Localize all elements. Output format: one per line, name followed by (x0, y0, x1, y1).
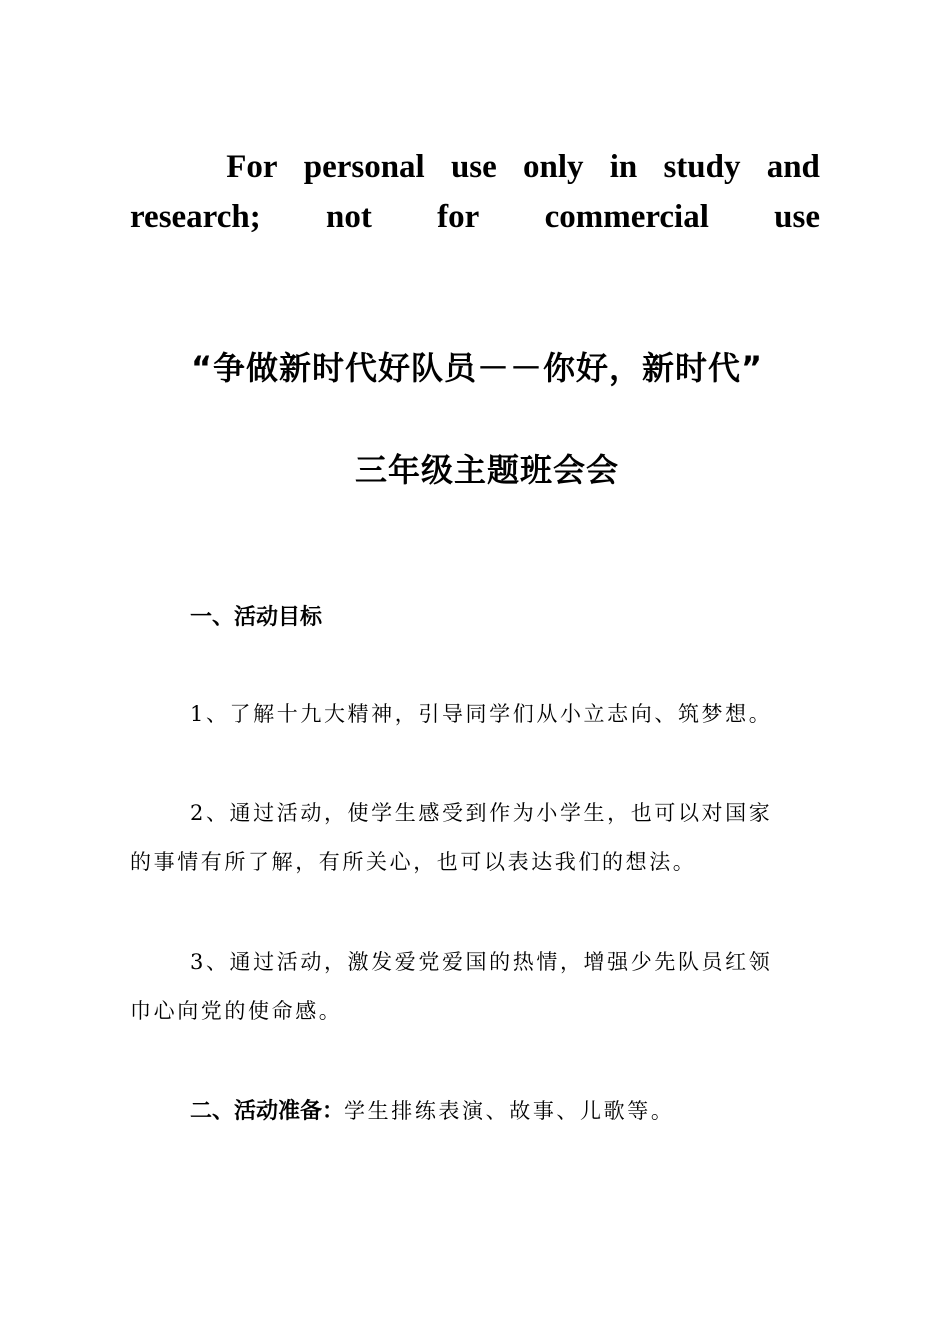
paragraph-line: 1、了解十九大精神，引导同学们从小立志向、筑梦想。 (190, 702, 773, 726)
disclaimer-word: in (609, 149, 638, 185)
goal-item-1 (130, 690, 820, 739)
disclaimer-word: use (774, 199, 820, 235)
disclaimer-word: personal (303, 149, 425, 185)
section-heading-preparation: 二、活动准备： (190, 1099, 345, 1124)
goal-item-2 (130, 789, 820, 887)
disclaimer-line-1 (130, 142, 820, 192)
paragraph-line (130, 1087, 820, 1136)
disclaimer-line-2 (130, 192, 820, 242)
goal-item-3 (130, 938, 820, 1036)
disclaimer-word: use (450, 149, 497, 185)
disclaimer-word: research; (130, 199, 261, 235)
section-heading-goals: 一、活动目标 (190, 605, 323, 630)
disclaimer-word: and (766, 149, 820, 185)
paragraph-line: 2、通过活动，使学生感受到作为小学生，也可以对国家 (190, 801, 773, 825)
disclaimer-word: for (437, 199, 480, 235)
disclaimer-word: commercial (544, 199, 709, 235)
document-title: “争做新时代好队员－－你好，新时代” (190, 349, 764, 387)
preparation-text: 学生排练表演、故事、儿歌等。 (344, 1099, 675, 1123)
indent-spacer (130, 142, 200, 192)
paragraph-line: 的事情有所了解，有所关心，也可以表达我们的想法。 (130, 850, 697, 874)
disclaimer-word: not (326, 199, 372, 235)
disclaimer-word: study (663, 149, 741, 185)
paragraph-line: 巾心向党的使命感。 (130, 999, 343, 1023)
disclaimer-word: For (226, 149, 278, 185)
document-subtitle: 三年级主题班会会 (354, 451, 619, 489)
disclaimer-word: only (522, 149, 584, 185)
section-preparation (130, 1087, 820, 1136)
paragraph-line: 3、通过活动，激发爱党爱国的热情，增强少先队员红领 (190, 950, 773, 974)
